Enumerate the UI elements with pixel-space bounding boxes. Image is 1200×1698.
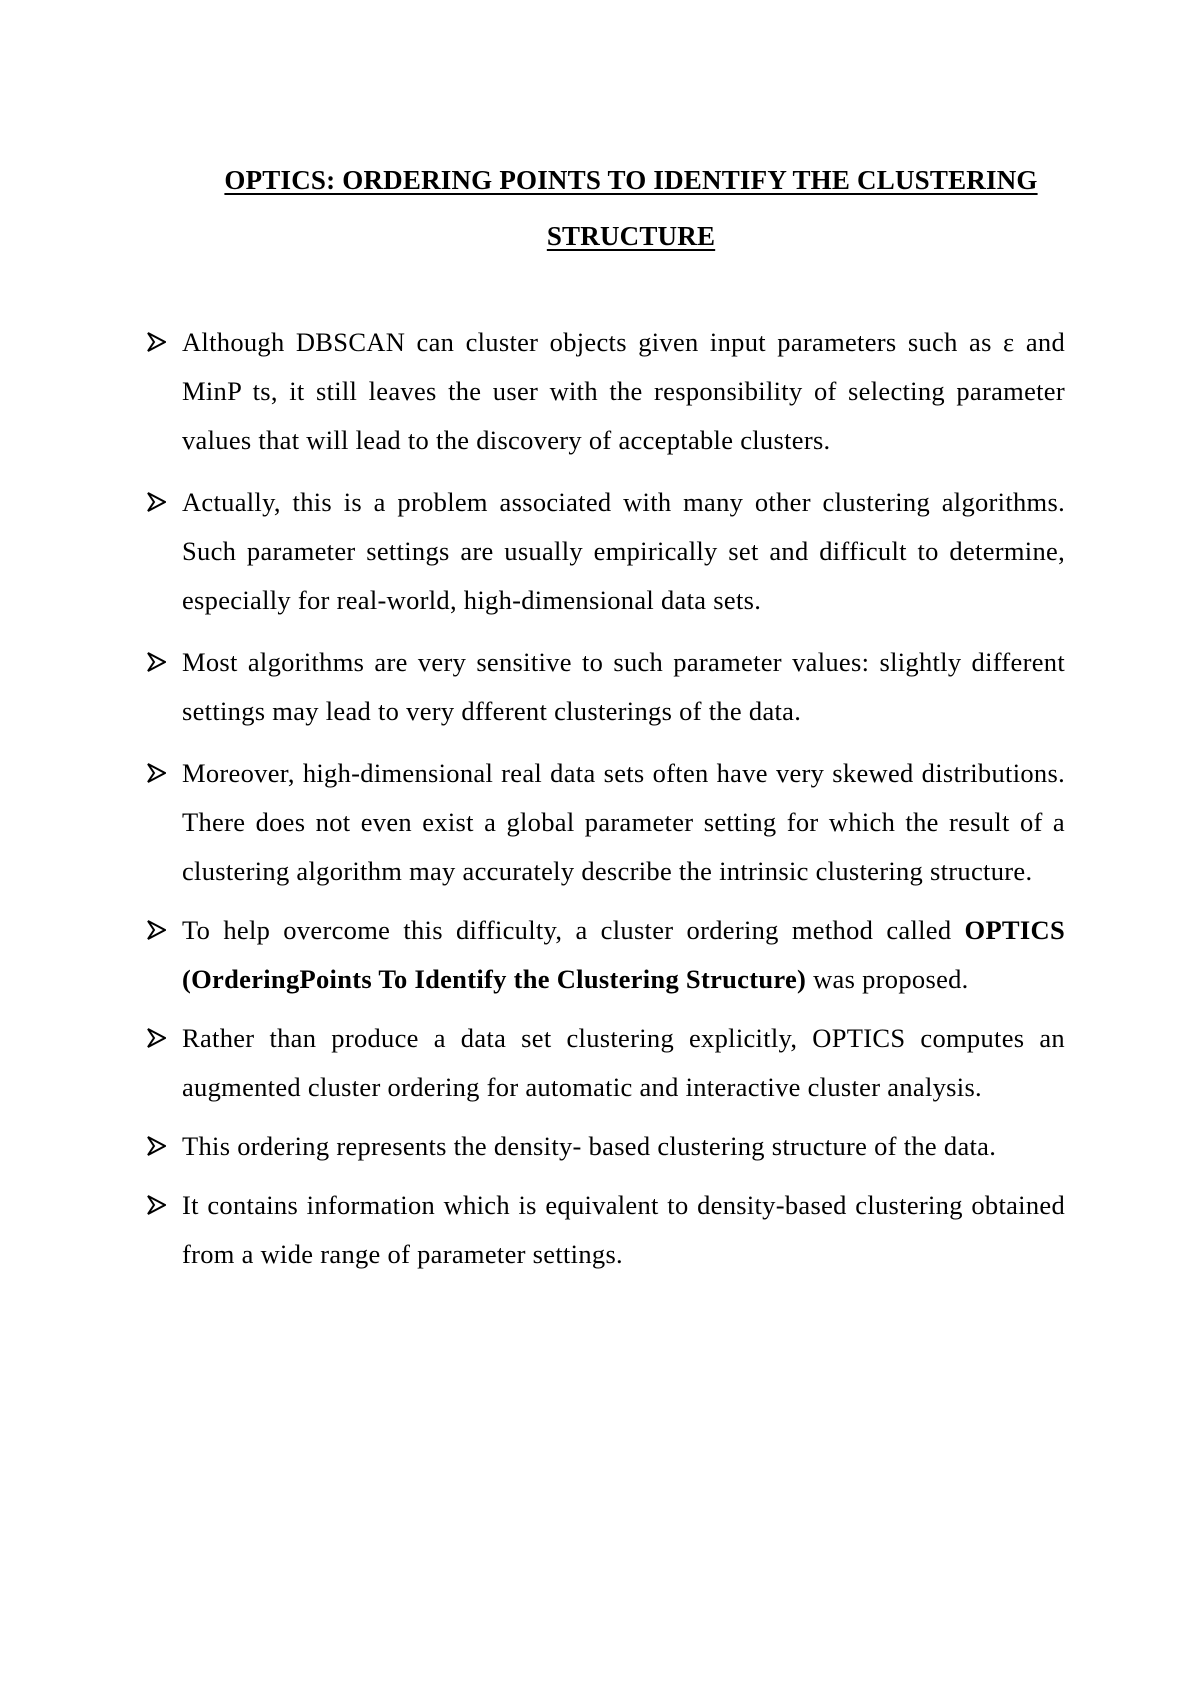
bullet-item — [145, 749, 1065, 896]
bullet-item — [145, 1122, 1065, 1171]
bullet-item — [145, 1014, 1065, 1112]
arrowhead-bullet-icon — [145, 1122, 169, 1171]
bullet-text: It contains information which is equivalent to density-based clustering obtained from a wide range of parameter settings. — [182, 1190, 1065, 1269]
arrowhead-bullet-icon — [145, 478, 169, 527]
bullet-text: Actually, this is a problem associated with many other clustering algorithms. Such parameter settings are usually empirically set and difficult to determine, especially for real-world, high-dimensional data sets. — [182, 487, 1065, 615]
bullet-item — [145, 318, 1065, 465]
title-line-1: OPTICS: ORDERING POINTS TO IDENTIFY THE CLUSTERING — [224, 165, 1038, 195]
bullet-text: Rather than produce a data set clustering explicitly, OPTICS computes an augmented cluster ordering for automatic and interactive cluster analysis. — [182, 1023, 1065, 1102]
optics-definition-bold: OPTICS (OrderingPoints To Identify the Clustering Structure) — [182, 915, 1065, 994]
bullet-text-after: was proposed. — [806, 964, 969, 994]
arrowhead-bullet-icon — [145, 1014, 169, 1063]
document-title — [140, 152, 1122, 264]
bullet-item — [145, 478, 1065, 625]
arrowhead-bullet-icon — [145, 749, 169, 798]
bullet-text: This ordering represents the density- based clustering structure of the data. — [182, 1131, 997, 1161]
bullet-list — [145, 318, 1065, 1289]
arrowhead-bullet-icon — [145, 638, 169, 687]
arrowhead-bullet-icon — [145, 1181, 169, 1230]
bullet-text: Although DBSCAN can cluster objects given input parameters such as ε and MinP ts, it still leaves the user with the responsibility of selecting parameter values that will lead to the discovery of acceptable clusters. — [182, 327, 1065, 455]
bullet-item — [145, 1181, 1065, 1279]
bullet-text: Most algorithms are very sensitive to such parameter values: slightly different settings may lead to very dfferent clusterings of the data. — [182, 647, 1065, 726]
bullet-item — [145, 906, 1065, 1004]
arrowhead-bullet-icon — [145, 318, 169, 367]
bullet-text-before: To help overcome this difficulty, a cluster ordering method called — [182, 915, 965, 945]
bullet-text: Moreover, high-dimensional real data sets often have very skewed distributions. There does not even exist a global parameter setting for which the result of a clustering algorithm may accurately describe the intrinsic clustering structure. — [182, 758, 1065, 886]
bullet-item — [145, 638, 1065, 736]
title-line-2: STRUCTURE — [546, 221, 716, 251]
arrowhead-bullet-icon — [145, 906, 169, 955]
